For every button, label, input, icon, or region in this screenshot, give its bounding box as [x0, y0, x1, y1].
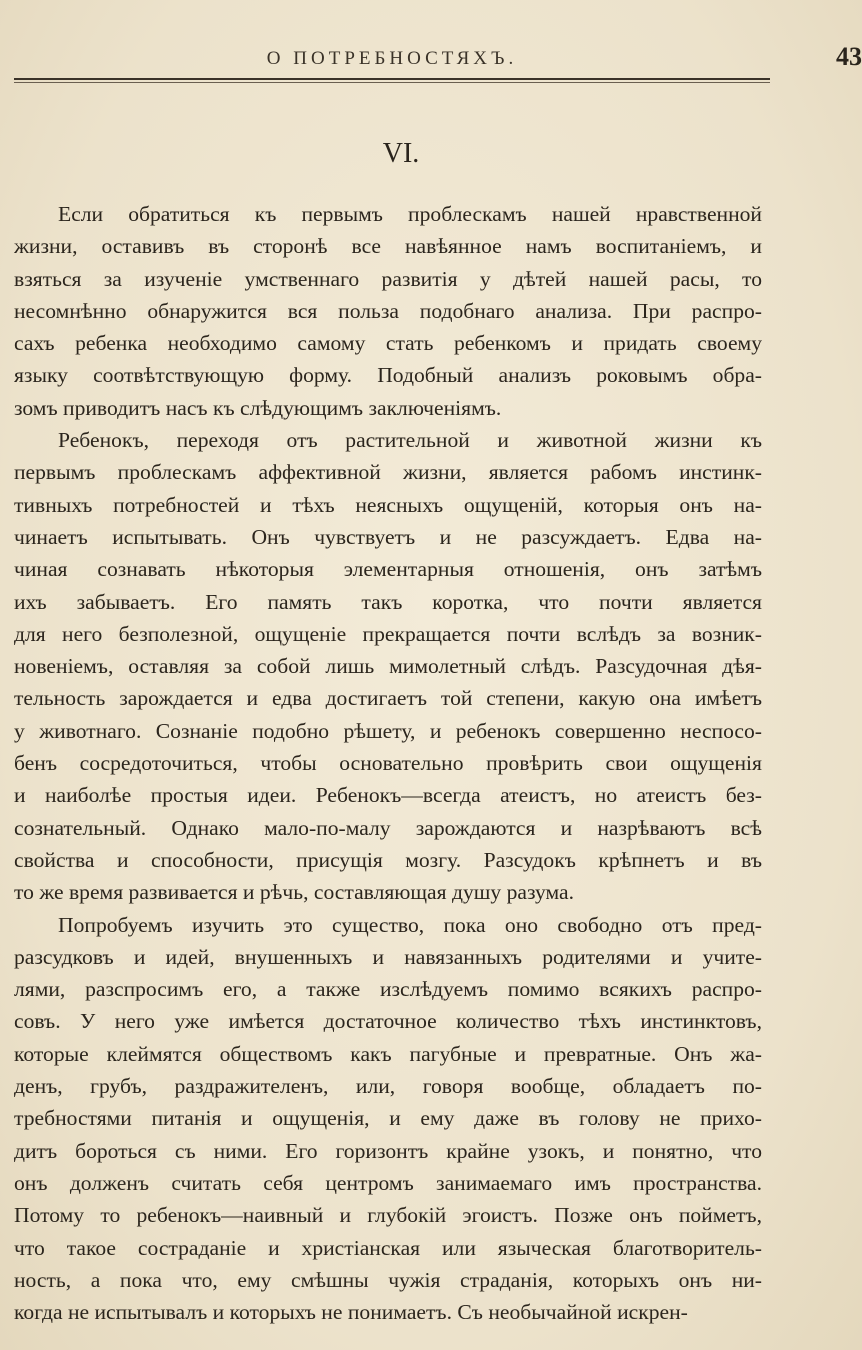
text-line: то же время развивается и рѣчь, составляющая душу разума.: [14, 880, 575, 905]
text-line: для него безполезной, ощущеніе прекращается почти вслѣдъ за возник-: [14, 621, 762, 646]
text-line: и наиболѣе простыя идеи. Ребенокъ—всегда атеистъ, но атеистъ без-: [14, 783, 762, 808]
text-line: сознательный. Однако мало-по-малу зарождаются и назрѣваютъ всѣ: [14, 815, 762, 840]
text-line: что такое состраданіе и христіанская или языческая благотворитель-: [14, 1235, 762, 1260]
text-line: новеніемъ, оставляя за собой лишь мимолетный слѣдъ. Разсудочная дѣя-: [14, 654, 762, 679]
text-line: тельность зарождается и едва достигаетъ той степени, какую она имѣетъ: [14, 686, 762, 711]
text-line: первымъ проблескамъ аффективной жизни, является рабомъ инстинк-: [14, 460, 762, 485]
text-line: сахъ ребенка необходимо самому стать ребенкомъ и придать своему: [14, 331, 762, 356]
text-line: онъ долженъ считать себя центромъ занимаемаго имъ пространства.: [14, 1170, 762, 1195]
text-line: чинаетъ испытывать. Онъ чувствуетъ и не разсуждаетъ. Едва на-: [14, 524, 762, 549]
text-line: языку соотвѣтствующую форму. Подобный анализъ роковымъ обра-: [14, 363, 762, 388]
text-line: лями, разспросимъ его, а также изслѣдуемъ помимо всякихъ распро-: [14, 977, 762, 1002]
text-line: жизни, оставивъ въ сторонѣ все навѣянное намъ воспитаніемъ, и: [14, 234, 762, 259]
text-line: когда не испытывалъ и которыхъ не понимаетъ. Съ необычайной искрен-: [14, 1300, 688, 1325]
text-line: дитъ бороться съ ними. Его горизонтъ крайне узокъ, и понятно, что: [14, 1138, 762, 1163]
page-number: 43: [836, 42, 862, 71]
text-line: Потому то ребенокъ—наивный и глубокій эгоистъ. Позже онъ пойметъ,: [14, 1203, 762, 1228]
text-line: которые клеймятся обществомъ какъ пагубные и превратные. Онъ жа-: [14, 1041, 762, 1066]
text-line: бенъ сосредоточиться, чтобы основательно провѣрить свои ощущенія: [14, 751, 762, 776]
text-line: совъ. У него уже имѣется достаточное количество тѣхъ инстинктовъ,: [14, 1009, 762, 1034]
text-line: у животнаго. Сознаніе подобно рѣшету, и ребенокъ совершенно неспосо-: [14, 718, 762, 743]
text-line: несомнѣнно обнаружится вся польза подобнаго анализа. При распро-: [14, 298, 762, 323]
text-line: зомъ приводитъ насъ къ слѣдующимъ заключеніямъ.: [14, 395, 502, 420]
text-line: ихъ забываетъ. Его память такъ коротка, что почти является: [14, 589, 762, 614]
header-rule: [14, 78, 770, 80]
running-title: О ПОТРЕБНОСТЯХЪ.: [266, 48, 518, 69]
text-line: Если обратиться къ первымъ проблескамъ нашей нравственной: [58, 202, 762, 226]
text-line: разсудковъ и идей, внушенныхъ и навязанныхъ родителями и учите-: [14, 944, 762, 969]
text-line: ность, а пока что, ему смѣшны чужія страданія, которыхъ онъ ни-: [14, 1267, 762, 1292]
text-line: Ребенокъ, переходя отъ растительной и животной жизни къ: [58, 428, 762, 453]
text-line: требностями питанія и ощущенія, и ему даже въ голову не прихо-: [14, 1106, 762, 1131]
text-line: взяться за изученіе умственнаго развитія у дѣтей нашей расы, то: [14, 266, 762, 291]
body-text: [14, 198, 762, 1328]
text-line: денъ, грубъ, раздражителенъ, или, говоря вообще, обладаетъ по-: [14, 1074, 762, 1099]
header-rule-thin: [14, 82, 770, 83]
text-line: тивныхъ потребностей и тѣхъ неясныхъ ощущеній, которыя онъ на-: [14, 492, 762, 517]
page-header: [14, 42, 862, 78]
text-line: Попробуемъ изучить это существо, пока оно свободно отъ пред-: [58, 912, 762, 937]
text-line: чиная сознавать нѣкоторыя элементарныя отношенія, онъ затѣмъ: [14, 557, 762, 582]
section-number: VI.: [382, 138, 420, 169]
text-line: свойства и способности, присущія мозгу. Разсудокъ крѣпнетъ и въ: [14, 847, 762, 872]
